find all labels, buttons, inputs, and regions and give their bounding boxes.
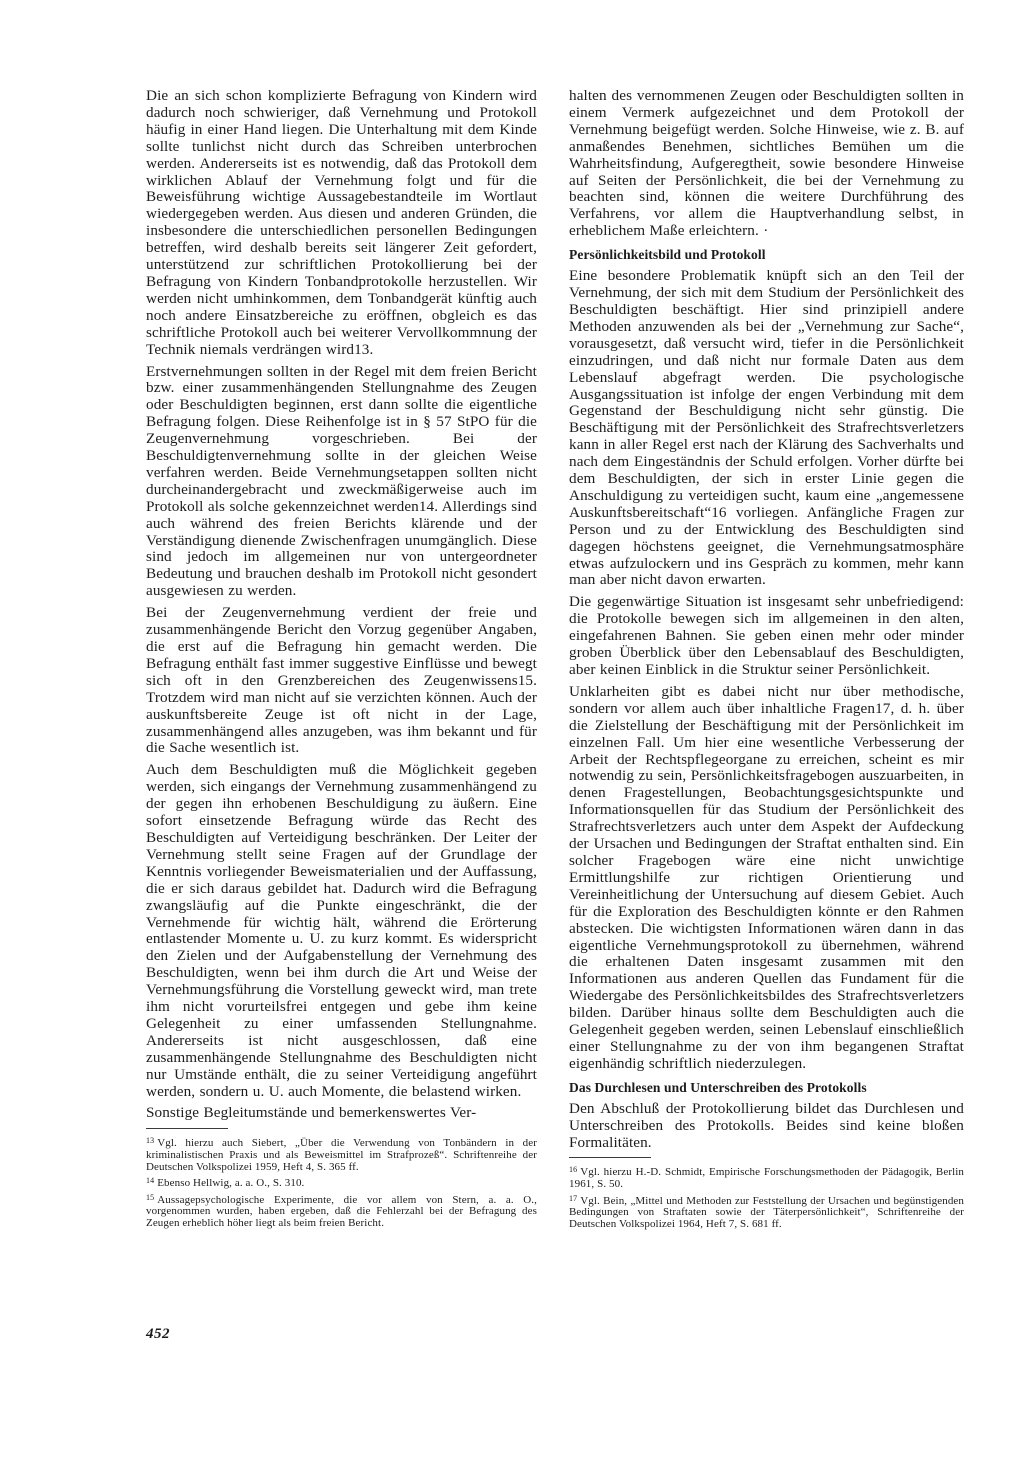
body-paragraph: Bei der Zeugenvernehmung verdient der freie und zusammenhängende Bericht den Vorzug gegenüber Angaben, die erst auf die Befragung hin gemacht werden. Die Befragung enthält fast immer suggestive Einflüsse und bewegt sich oft in den Grenzbereichen des Zeugenwissens15. Trotzdem wird man nicht auf sie verzichten können. Auch der auskunftsbereite Zeuge ist oft nicht in der Lage, zusammenhängend alles anzugeben, was ihm bekannt und für die Sache wesentlich ist. (146, 604, 537, 757)
footnote-text: Vgl. hierzu auch Siebert, „Über die Verwendung von Tonbändern in der kriminalistischen Praxis und als Beweismittel im Strafprozeß“. Schriftenreihe der Deutschen Volkspolizei 1959, Heft 4, S. 365 ff. (146, 1137, 537, 1173)
body-paragraph: Unklarheiten gibt es dabei nicht nur über methodische, sondern vor allem auch über inhaltliche Fragen17, d. h. über die Zielstellung der Beschäftigung mit der Persönlichkeit im einzelnen Fall. Um hier eine wesentliche Verbesserung der Arbeit der Rechtspflegeorgane zu erreichen, scheint es mir notwendig zu sein, Persönlichkeitsfragebogen auszuarbeiten, in denen Fragestellungen, Beobachtungsgesichtspunkte und Informationsquellen für das Studium der Persönlichkeit des Strafrechtsverletzers auch unter dem Aspekt der Aufdeckung der Ursachen und Bedingungen der Straftat enthalten sind. Ein solcher Fragebogen wäre eine nicht unwichtige Ermittlungshilfe zur richtigen Orientierung und Vereinheitlichung der Untersuchung auf diesem Gebiet. Auch für die Exploration des Beschuldigten könnte er den Rahmen abstecken. Die wichtigsten Informationen wären dann in das eigentliche Vernehmungsprotokoll zu übernehmen, während die erhaltenen Daten insgesamt zusammen mit den Informationen aus anderen Quellen das Fundament für die Wiedergabe des Persönlichkeitsbildes des Strafrechtsverletzers bilden. Darüber hinaus sollte dem Beschuldigten auch die Gelegenheit gegeben werden, seinen Lebenslauf einschließlich einer Stellungnahme zu der von ihm begangenen Straftat eigenhändig schriftlich niederzulegen. (569, 682, 964, 1072)
footnote-text: Aussagepsychologische Experimente, die vor allem von Stern, a. a. O., vorgenommen wurden, haben ergeben, daß die Fehlerzahl bei der Befragung des Zeugen erheblich höher liegt als beim freien Bericht. (146, 1193, 537, 1229)
right-column (569, 88, 964, 1232)
footnote (146, 1192, 537, 1230)
footnote-text: Ebenso Hellwig, a. a. O., S. 310. (157, 1177, 305, 1190)
footnote-text: Vgl. Bein, „Mittel und Methoden zur Feststellung der Ursachen und begünstigenden Bedingungen von Straftaten sowie der Täterpersönlichkeit“, Schriftenreihe der Deutschen Volkspolizei 1964, Heft 7, S. 681 ff. (569, 1194, 964, 1230)
footnote-text: Vgl. hierzu H.-D. Schmidt, Empirische Forschungsmethoden der Pädagogik, Berlin 1961, S. 50. (569, 1166, 964, 1191)
footnote (146, 1175, 537, 1190)
footnote (146, 1135, 537, 1173)
footnote (569, 1164, 964, 1190)
body-paragraph: Den Abschluß der Protokollierung bildet das Durchlesen und Unterschreiben des Protokolls. Beides sind keine bloßen Formalitäten. (569, 1099, 964, 1151)
body-paragraph: Auch dem Beschuldigten muß die Möglichkeit gegeben werden, sich eingangs der Vernehmung zusammenhängend zu der gegen ihn erhobenen Beschuldigung zu äußern. Eine sofort einsetzende Befragung würde das Recht des Beschuldigten auf Verteidigung beschränken. Der Leiter der Vernehmung stellt seine Fragen auf der Grundlage der Kenntnis vorliegender Beweismaterialien und der Auffassung, die er sich daraus gebildet hat. Dadurch wird die Befragung zwangsläufig auf die Punkte eingeschränkt, die der Vernehmende für wichtig hält, während die Erörterung entlastender Momente u. U. zu kurz kommt. Es widerspricht den Zielen und der Aufgabenstellung der Vernehmung des Beschuldigten, wenn bei ihm durch die Art und Weise der Vernehmungsführung die Vorstellung geweckt wird, man trete ihm nicht vorurteilsfrei entgegen und gebe ihm keine Gelegenheit zu einer umfassenden Stellungnahme. Andererseits ist nicht ausgeschlossen, daß eine zusammenhängende Stellungnahme des Beschuldigten nicht nur Umstände enthält, die zu seiner Verteidigung angeführt werden, sondern u. U. auch Momente, die belastend wirken. (146, 761, 537, 1100)
section-heading: Persönlichkeitsbild und Protokoll (569, 247, 766, 263)
footnote-number: 15 (146, 1192, 155, 1202)
body-paragraph: Die an sich schon komplizierte Befragung von Kindern wird dadurch noch schwieriger, daß Vernehmung und Protokoll häufig in einer Hand liegen. Die Unterhaltung mit dem Kinde sollte tunlichst nicht durch das Schreiben unterbrochen werden. Andererseits ist es notwendig, daß das Protokoll dem wirklichen Ablauf der Vernehmung folgt und für die Beweisführung wichtige Aussagebestandteile im Wortlaut wiedergegeben werden. Aus diesen und anderen Gründen, die insbesondere die unterschiedlichen personellen Bedingungen betreffen, wird deshalb bereits seit längerer Zeit gefordert, unterstützend zur schriftlichen Protokollierung bei der Befragung von Kindern Tonbandprotokolle herzustellen. Wir werden nicht umhinkommen, dem Tonbandgerät künftig auch noch andere Einsatzbereiche zu eröffnen, obgleich es das schriftliche Protokoll auch bei weiterer Vervollkommnung der Technik niemals verdrängen wird13. (146, 87, 537, 358)
footnote-divider (569, 1157, 651, 1158)
footnote-number: 14 (146, 1176, 155, 1186)
footnote (569, 1193, 964, 1231)
body-paragraph: halten des vernommenen Zeugen oder Beschuldigten sollten in einem Vermerk aufgezeichnet und dem Protokoll der Vernehmung beigefügt werden. Solche Hinweise, wie z. B. auf anmaßendes Benehmen, sichtliches Bemühen um die Wahrheitsfindung, Aufgeregtheit, sowie besondere Hinweise auf Seiten der Persönlichkeit, die bei der Vernehmung zu beachten sind, können die weitere Durchführung des Verfahrens, vor allem die Hauptverhandlung selbst, in erheblichem Maße erleichtern. · (569, 87, 964, 240)
body-paragraph: Eine besondere Problematik knüpft sich an den Teil der Vernehmung, der sich mit dem Studium der Persönlichkeit des Beschuldigten beschäftigt. Hier sind prinzipiell andere Methoden anzuwenden als bei der „Vernehmung zur Sache“, vorausgesetzt, daß versucht wird, tiefer in die Persönlichkeit einzudringen, und daß nicht nur formale Daten aus dem Lebenslauf abgefragt werden. Die psychologische Ausgangssituation ist infolge der engen Verbindung mit dem Gegenstand der Beschuldigung nicht sehr günstig. Die Beschäftigung mit der Persönlichkeit des Strafrechtsverletzers kann in aller Regel erst nach der Klärung des Sachverhalts und nach dem Eingeständnis der Schuld erfolgen. Vorher dürfte bei dem Beschuldigten, der sich in erster Linie gegen die Anschuldigung zu verteidigen sucht, kaum eine „angemessene Auskunftsbereitschaft“16 vorliegen. Anfängliche Fragen zur Person und zu der Entwicklung des Beschuldigten sind dagegen höchstens geeignet, die Vernehmungsatmosphäre etwas aufzulockern und ins Gespräch zu kommen, mehr kann man aber nicht davon erwarten. (569, 267, 964, 589)
footnote-number: 13 (146, 1136, 155, 1146)
footnote-number: 16 (569, 1165, 578, 1175)
body-paragraph: Die gegenwärtige Situation ist insgesamt sehr unbefriedigend: die Protokolle bewegen sich im allgemeinen in den alten, eingefahrenen Bahnen. Sie geben einen mehr oder minder groben Überblick über den Lebensablauf des Beschuldigten, aber keinen Einblick in die Struktur seiner Persönlichkeit. (569, 593, 964, 678)
page-number: 452 (146, 1326, 170, 1342)
footnote-number: 17 (569, 1193, 578, 1203)
body-paragraph: Sonstige Begleitumstände und bemerkenswertes Ver- (146, 1104, 477, 1122)
footnote-divider (146, 1128, 228, 1129)
section-heading: Das Durchlesen und Unterschreiben des Protokolls (569, 1079, 867, 1095)
left-column (146, 88, 537, 1232)
body-paragraph: Erstvernehmungen sollten in der Regel mit dem freien Bericht bzw. einer zusammenhängenden Stellungnahme des Zeugen oder Beschuldigten beginnen, erst dann sollte die eigentliche Befragung folgen. Diese Reihenfolge ist in § 57 StPO für die Zeugenvernehmung vorgeschrieben. Bei der Beschuldigtenvernehmung sollte in der gleichen Weise verfahren werden. Beide Vernehmungsetappen sollten nicht durcheinandergebracht und zweckmäßigerweise auch im Protokoll als solche gekennzeichnet werden14. Allerdings sind auch während des freien Berichts klärende und der Verständigung dienende Zwischenfragen unumgänglich. Diese sind jedoch im allgemeinen nur von untergeordneter Bedeutung und brauchen deshalb im Protokoll nicht gesondert ausgewiesen zu werden. (146, 362, 537, 600)
